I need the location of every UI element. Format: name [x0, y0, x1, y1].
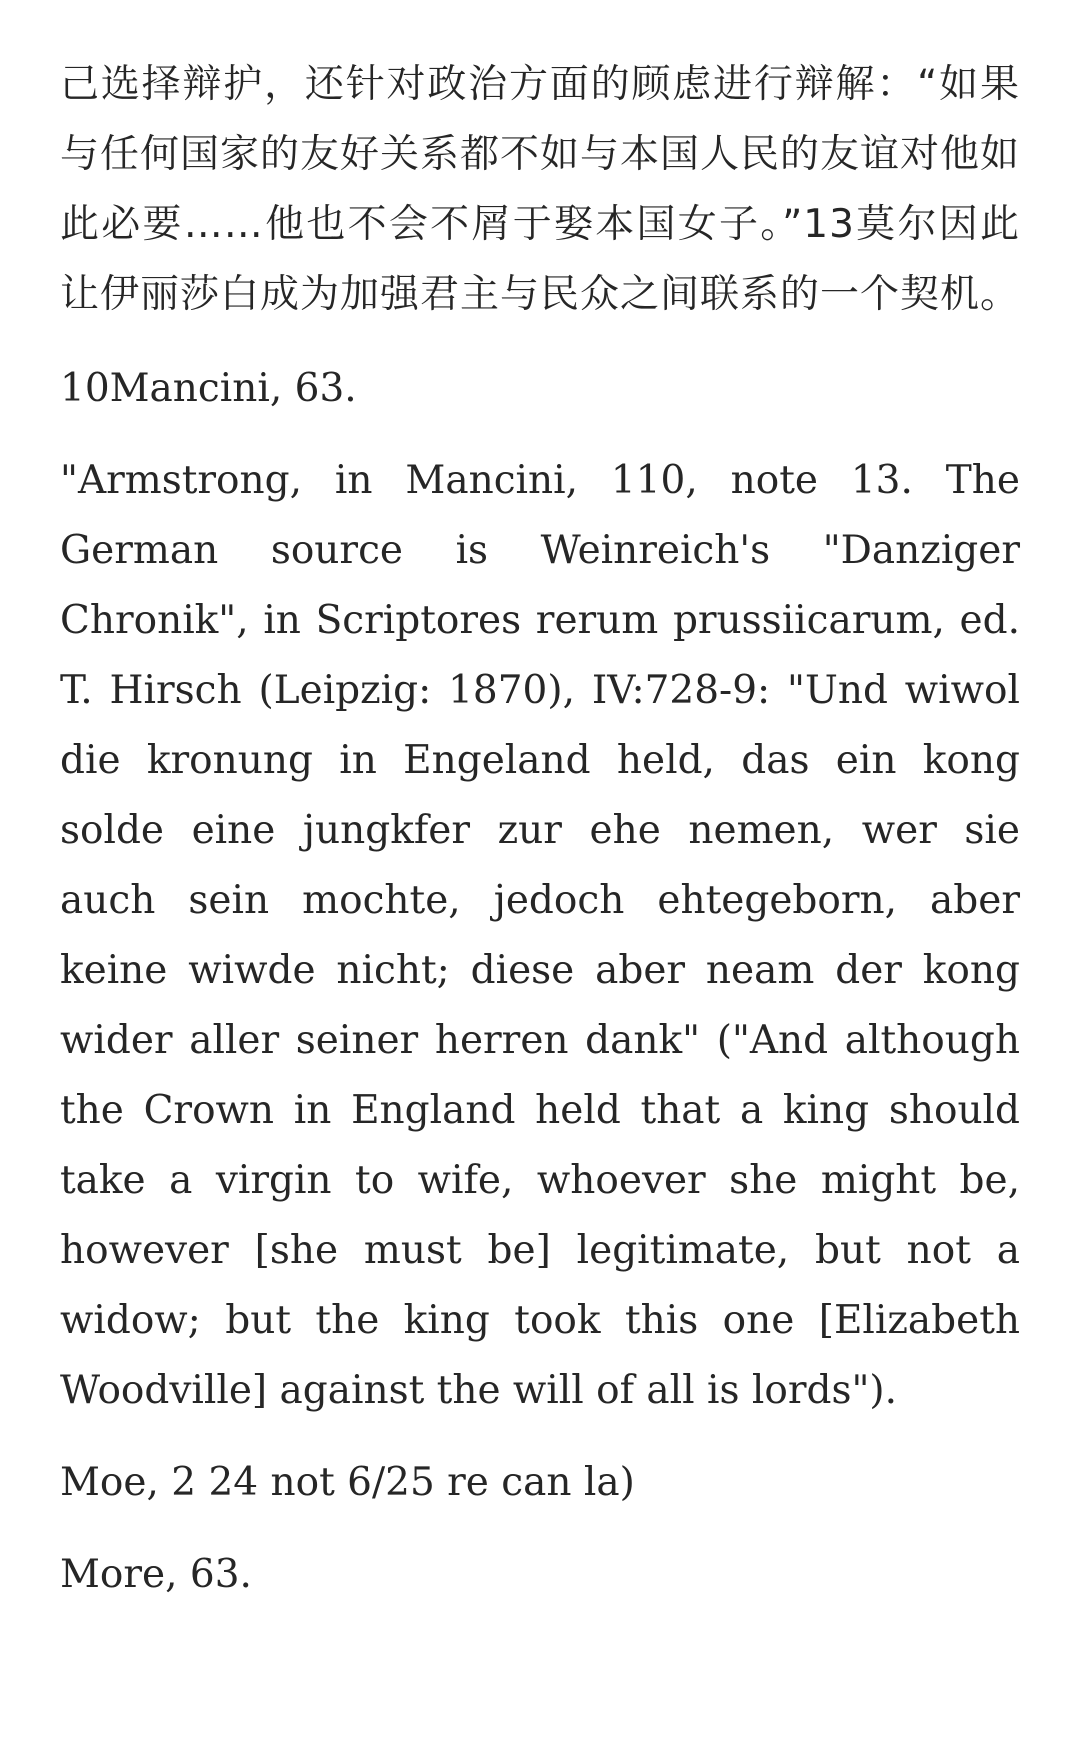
- body-paragraph-chinese: 己选择辩护，还针对政治方面的顾虑进行辩解：“如果与任何国家的友好关系都不如与本国人民的友谊对他如此必要……他也不会不屑于娶本国女子。”13莫尔因此让伊丽莎白成为加强君主与民众之间联系的一个契机。: [60, 62, 1021, 317]
- footnote-mancini-63: 10Mancini, 63.: [60, 366, 357, 411]
- footnote-armstrong: "Armstrong, in Mancini, 110, note 13. The German source is Weinreich's "Danziger Chronik", in Scriptores rerum prussiicarum, ed. T. Hirsch (Leipzig: 1870), IV:728-9: "Und wiwol die kronung in Engeland held, das ein kong solde eine jungkfer zur ehe nemen, wer sie auch sein mochte, jedoch ehtegeborn, aber keine wiwde nicht; diese aber neam der kong wider aller seiner herren dank" ("And although the Crown in England held that a king should take a virgin to wife, whoever she might be, however [she must be] legitimate, but not a widow; but the king took this one [Elizabeth Woodville] against the will of all is lords").: [60, 458, 1020, 1413]
- footnote-garbled: Moe, 2 24 not 6/25 re can la): [60, 1460, 635, 1505]
- footnote-more-63: More, 63.: [60, 1552, 252, 1597]
